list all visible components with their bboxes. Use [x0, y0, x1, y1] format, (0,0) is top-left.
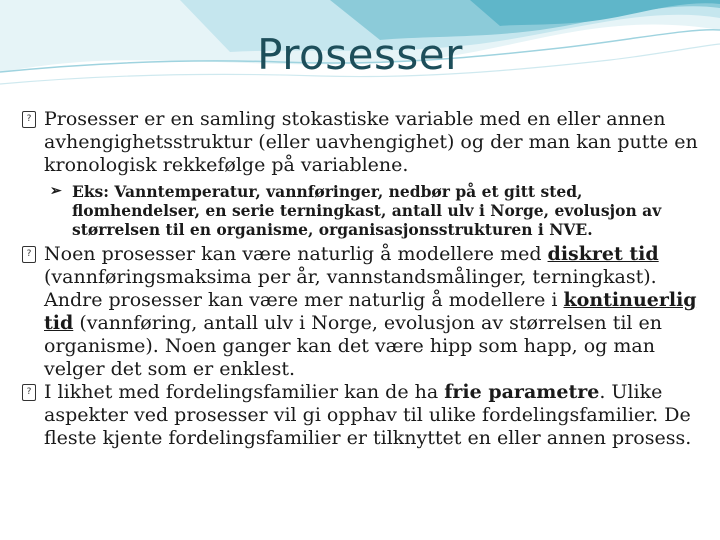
bullet-1-text: Prosesser er en samling stokastiske variable med en eller annen avhengighetsstruktur (eller uavhengighet) og der man kan putte en kronologisk rekkefølge på variablene. — [44, 108, 698, 176]
bullet-1 — [22, 108, 700, 177]
bullet-icon: ? — [22, 384, 36, 401]
bullet-2-text-a: Noen prosesser kan være naturlig å modellere med — [44, 243, 548, 265]
bullet-3 — [22, 381, 700, 450]
bullet-icon: ? — [22, 111, 36, 128]
slide-title: Prosesser — [257, 30, 463, 79]
sub-bullet-1-text: Eks: Vanntemperatur, vannføringer, nedbør på et gitt sted, flomhendelser, en serie terningkast, antall ulv i Norge, evolusjon av størrelsen til en organisme, organisasjonsstrukturen i NVE. — [72, 182, 662, 239]
bullet-3-term-free-params: frie parametre — [444, 381, 600, 403]
bullet-2-text-c: (vannføringsmaksima per år, vannstandsmålinger, terningkast). Andre prosesser kan være mer naturlig å modellere i — [44, 266, 657, 311]
slide-body — [22, 108, 700, 450]
arrow-bullet-icon: ➢ — [50, 183, 62, 199]
bullet-3-text-a: I likhet med fordelingsfamilier kan de ha — [44, 381, 445, 403]
bullet-2-term-continuous: kontinuerlig tid — [44, 289, 697, 334]
bullet-2 — [22, 243, 700, 381]
bullet-3-text-c: . Ulike aspekter ved prosesser vil gi opphav til ulike fordelingsfamilier. De fleste kjente fordelingsfamilier er tilknyttet en eller annen prosess. — [44, 381, 692, 449]
sub-bullet-1 — [50, 182, 700, 239]
bullet-icon: ? — [22, 246, 36, 263]
bullet-2-term-discrete: diskret tid — [547, 243, 659, 265]
bullet-2-text-e: (vannføring, antall ulv i Norge, evolusjon av størrelsen til en organisme). Noen ganger kan det være hipp som happ, og man velger det som er enklest. — [44, 312, 663, 380]
